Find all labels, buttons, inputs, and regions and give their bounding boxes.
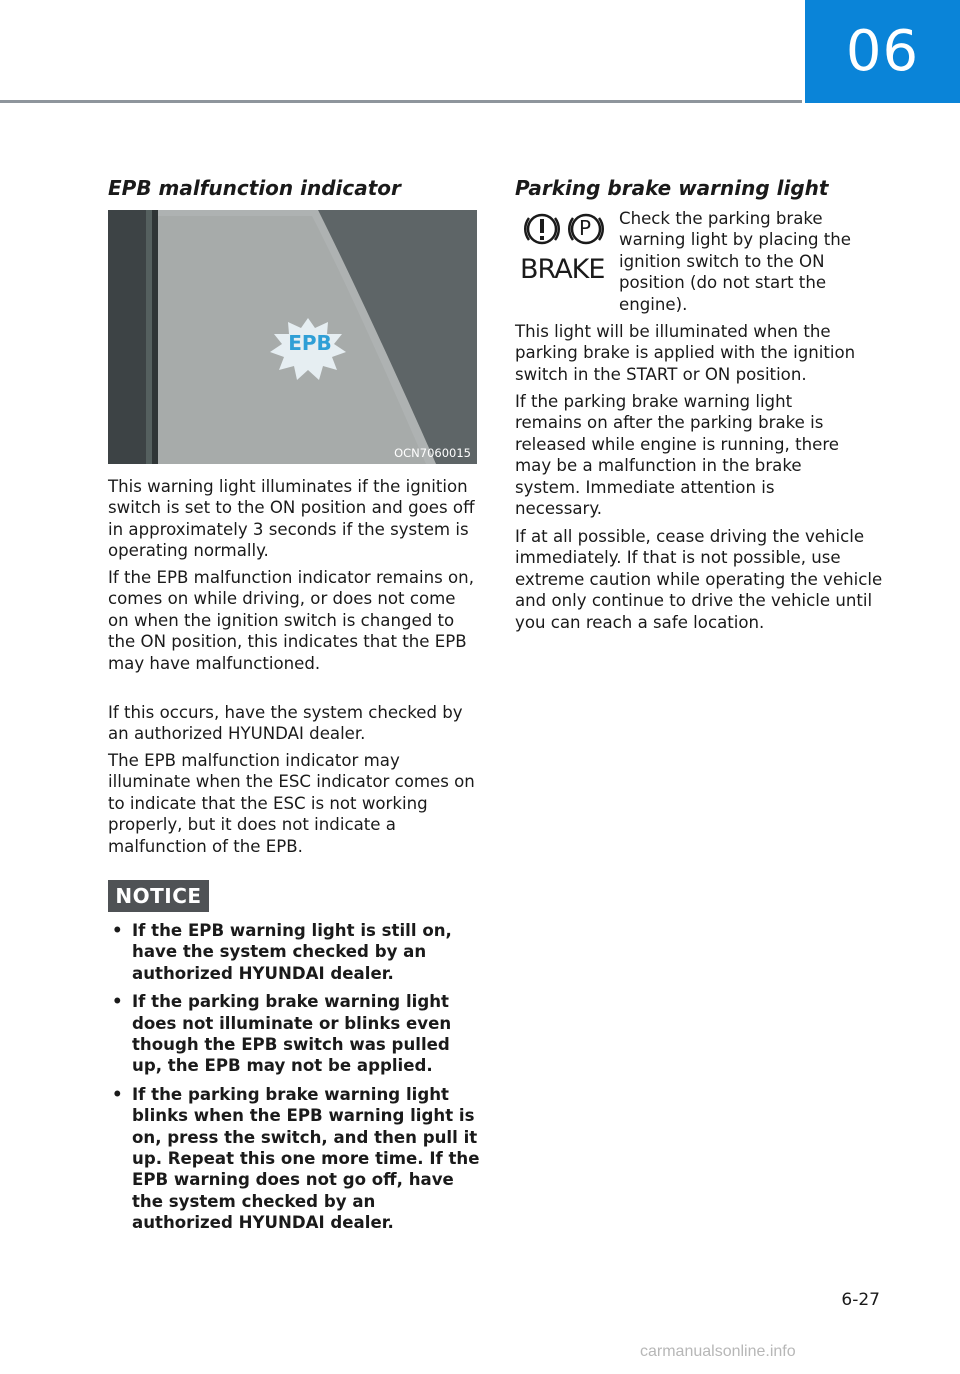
- brake-text: BRAKE: [520, 254, 605, 285]
- notice-item: [108, 920, 480, 984]
- header-rule: [0, 100, 802, 103]
- epb-paragraph-3: If this occurs, have the system checked by an authorized HYUNDAI dealer.: [108, 703, 463, 744]
- parking-brake-intro: Check the parking brake warning light by placing the ignition switch to the ON position (do not start the engine).: [619, 209, 852, 314]
- notice-item-text: If the parking brake warning light blinks when the EPB warning light is on, press the switch, and then pull it up. Repeat this one more time. If the EPB warning does not go off, have the system checked by an authorized HYUNDAI dealer.: [132, 1084, 480, 1233]
- epb-paragraph-1: This warning light illuminates if the ignition switch is set to the ON position and goes off in approximately 3 seconds if the system is operating normally.: [108, 477, 475, 561]
- bullet-icon: •: [112, 992, 123, 1012]
- notice-label-text: NOTICE: [115, 884, 202, 908]
- watermark: carmanualsonline.info: [640, 1343, 796, 1360]
- page-number: 6-27: [841, 1290, 880, 1310]
- parking-brake-section-title: Parking brake warning light: [515, 176, 829, 200]
- notice-list: [108, 920, 480, 1241]
- notice-item-text: If the EPB warning light is still on, have the system checked by an authorized HYUNDAI dealer.: [132, 921, 452, 983]
- figure-code: OCN7060015: [394, 446, 471, 460]
- parking-brake-paragraph-2: If the parking brake warning light remains on after the parking brake is released while engine is running, there may be a malfunction in the brake system. Immediate attention is necessary.: [515, 392, 839, 519]
- epb-badge-text: EPB: [288, 331, 332, 355]
- epb-paragraph-4: The EPB malfunction indicator may illuminate when the ESC indicator comes on to indicate that the ESC is not working properly, but it does not indicate a malfunction of the EPB.: [108, 751, 475, 856]
- epb-badge: [286, 330, 334, 356]
- notice-item: [108, 1084, 480, 1234]
- notice-item: [108, 991, 480, 1077]
- parking-brake-paragraph-1: This light will be illuminated when the parking brake is applied with the ignition switch in the START or ON position.: [515, 322, 856, 384]
- epb-section-title: EPB malfunction indicator: [108, 176, 401, 200]
- exclamation-circle-icon: [525, 215, 559, 243]
- notice-item-text: If the parking brake warning light does not illuminate or blinks even though the EPB switch was pulled up, the EPB may not be applied.: [132, 992, 452, 1076]
- notice-label: [108, 880, 209, 912]
- epb-figure: [108, 210, 477, 464]
- epb-paragraph-2: If the EPB malfunction indicator remains on, comes on while driving, or does not come on when the ignition switch is changed to the ON position, this indicates that the EPB may have malfunctioned.: [108, 568, 474, 673]
- bullet-icon: •: [112, 921, 123, 940]
- brake-warning-icon: [518, 212, 610, 284]
- chapter-number: 06: [845, 19, 920, 84]
- parking-p-letter: P: [579, 216, 592, 240]
- parking-brake-paragraph-3: If at all possible, cease driving the vehicle immediately. If that is not possible, use extreme caution while operating the vehicle and only continue to drive the vehicle until you can reach a safe location.: [515, 527, 883, 632]
- chapter-tab: [805, 0, 960, 103]
- bullet-icon: •: [112, 1084, 123, 1104]
